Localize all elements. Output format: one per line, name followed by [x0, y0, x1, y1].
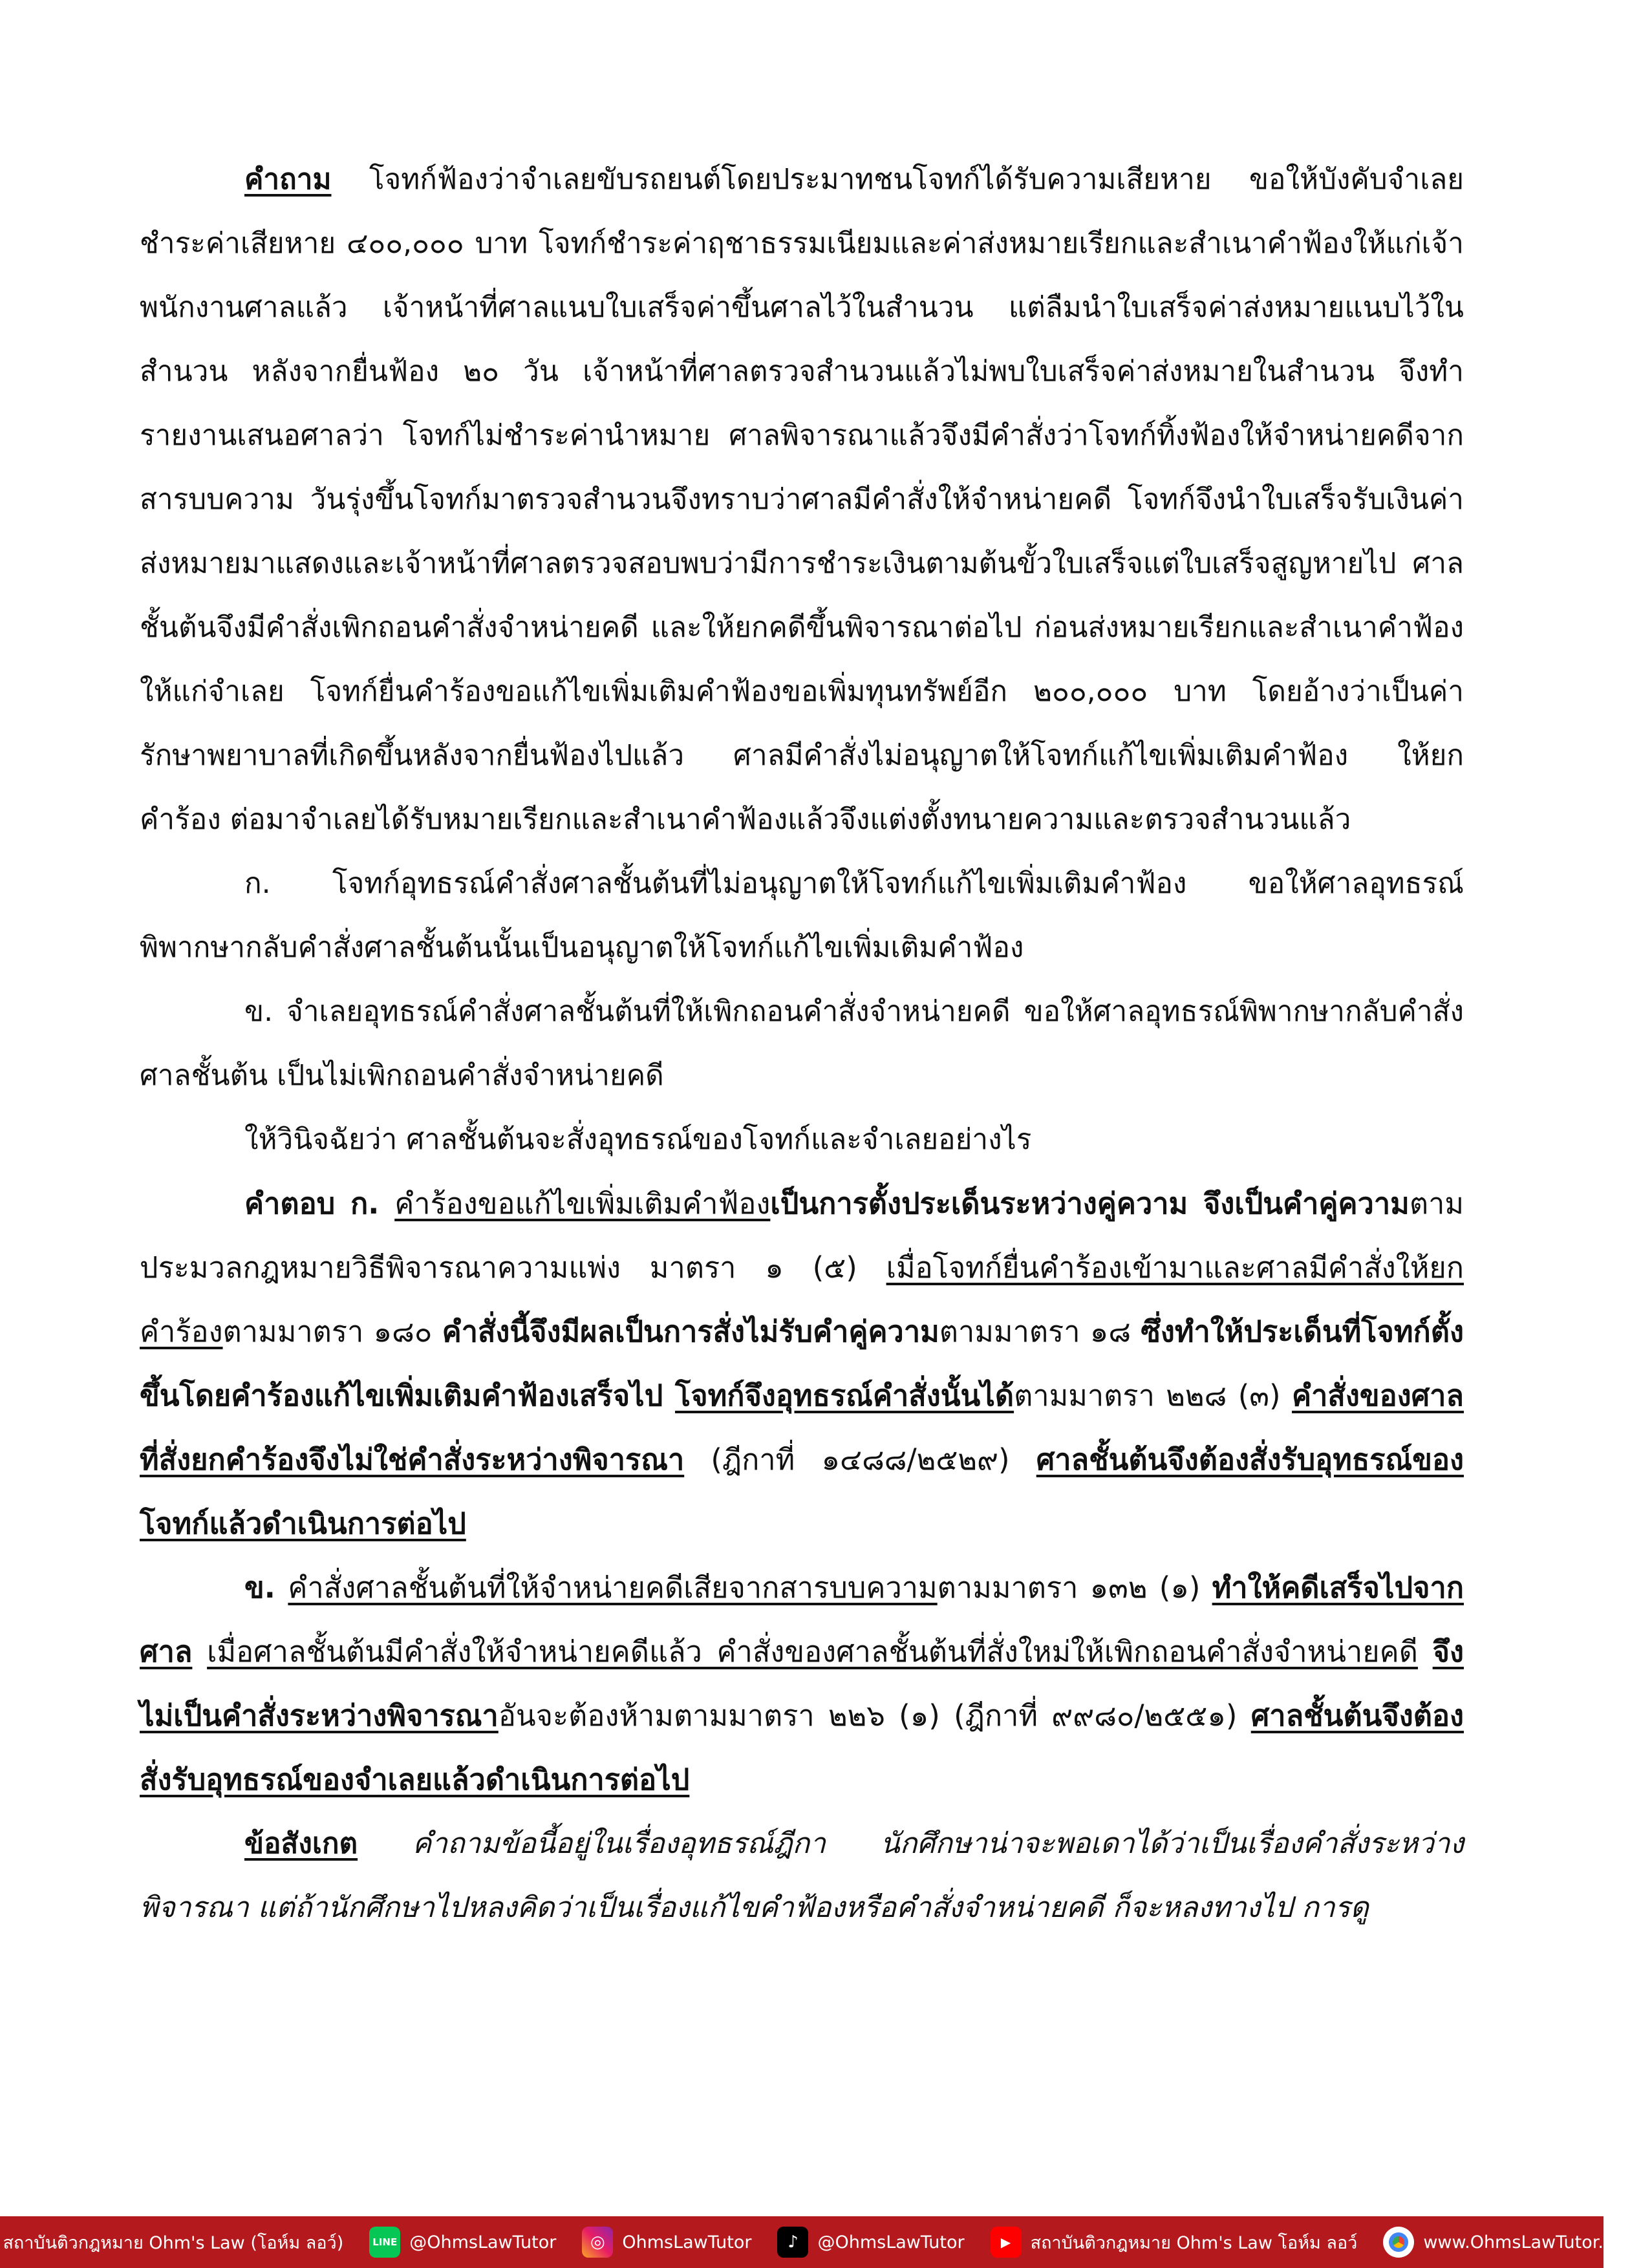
footer-tiktok[interactable] — [777, 2227, 964, 2258]
note-paragraph — [140, 1812, 1464, 1940]
note-heading: ข้อสังเกต — [244, 1827, 358, 1860]
answer-a-text: คำสั่งของศาลที่สั่งยกคำร้องจึงไม่ใช่คำสั่งระหว่างพิจารณา — [140, 1378, 1464, 1477]
browser-icon — [1383, 2227, 1414, 2258]
answer-a-label: คำตอบ ก. — [244, 1186, 395, 1221]
answer-b-text: เมื่อศาลชั้นต้นมีคำสั่งให้จำหน่ายคดีแล้ว คำสั่งของศาลชั้นต้นที่สั่งใหม่ให้เพิกถอนคำสั่งจำหน่ายคดี — [207, 1634, 1418, 1669]
answer-a-text: เป็นการตั้งประเด็นระหว่างคู่ความ จึงเป็นคำคู่ความ — [770, 1186, 1410, 1221]
answer-b-paragraph — [140, 1556, 1464, 1812]
question-instruction: ให้วินิจฉัยว่า ศาลชั้นต้นจะสั่งอุทธรณ์ของโจทก์และจำเลยอย่างไร — [244, 1123, 1032, 1156]
answer-a-text: ซึ่งทำให้ประเด็นที่โจทก์ตั้งขึ้นโดยคำร้องแก้ไขเพิ่มเติมคำฟ้องเสร็จไป — [140, 1314, 1464, 1413]
footer-instagram[interactable] — [582, 2227, 751, 2258]
footer-instagram-label: OhmsLawTutor — [622, 2232, 752, 2252]
answer-b-text: คำสั่งศาลชั้นต้นที่ให้จำหน่ายคดีเสียจากสารบบความ — [288, 1570, 938, 1605]
answer-a-paragraph — [140, 1171, 1464, 1556]
answer-b-label: ข. — [244, 1570, 288, 1605]
answer-a-text: ตามมาตรา ๑๘๐ — [222, 1314, 442, 1349]
document-body — [140, 147, 1464, 1940]
answer-b-text: ทำให้คดีเสร็จไปจากศาล — [140, 1570, 1464, 1669]
question-heading: คำถาม — [244, 163, 332, 196]
answer-b-text: อันจะต้องห้ามตามมาตรา ๒๒๖ (๑) (ฎีกาที่ ๙๙๘๐/๒๕๕๑) — [498, 1698, 1251, 1733]
footer-website-label: www.OhmsLawTutor.com — [1423, 2232, 1641, 2252]
footer-bar — [0, 2216, 1641, 2268]
footer-tiktok-label: @OhmsLawTutor — [817, 2232, 965, 2252]
note-text: คำถามข้อนี้อยู่ในเรื่องอุทธรณ์ฎีกา นักศึกษาน่าจะพอเดาได้ว่าเป็นเรื่องคำสั่งระหว่างพิจารณา แต่ถ้านักศึกษาไปหลงคิดว่าเป็นเรื่องแก้ไขคำฟ้องหรือคำสั่งจำหน่ายคดี ก็จะหลงทางไป การดู — [140, 1827, 1464, 1924]
answer-a-text: คำสั่งนี้จึงมีผลเป็นการสั่งไม่รับคำคู่ความ — [442, 1314, 939, 1349]
answer-b-text: จึงไม่เป็นคำสั่งระหว่างพิจารณา — [140, 1634, 1464, 1733]
answer-a-text: เมื่อโจทก์ยื่นคำร้องเข้ามาและศาลมีคำสั่งให้ยกคำร้อง — [140, 1250, 1464, 1349]
answer-a-text: คำร้องขอแก้ไขเพิ่มเติมคำฟ้อง — [394, 1186, 771, 1221]
answer-b-conclusion: ศาลชั้นต้นจึงต้องสั่งรับอุทธรณ์ของจำเลยแล้วดำเนินการต่อไป — [140, 1698, 1464, 1797]
footer-line[interactable] — [369, 2227, 556, 2258]
answer-b-text — [1418, 1634, 1433, 1669]
answer-a-text: ตามประมวลกฎหมายวิธีพิจารณาความแพ่ง มาตรา ๑ (๕) — [140, 1186, 1464, 1285]
footer-youtube[interactable] — [991, 2227, 1358, 2258]
answer-a-conclusion: ศาลชั้นต้นจึงต้องสั่งรับอุทธรณ์ของโจทก์แล้วดำเนินการต่อไป — [140, 1442, 1464, 1541]
question-text: โจทก์ฟ้องว่าจำเลยขับรถยนต์โดยประมาทชนโจทก์ได้รับความเสียหาย ขอให้บังคับจำเลยชำระค่าเสียหาย ๔๐๐,๐๐๐ บาท โจทก์ชำระค่าฤชาธรรมเนียมและค่าส่งหมายเรียกและสำเนาคำฟ้องให้แก่เจ้าพนักงานศาลแล้ว เจ้าหน้าที่ศาลแนบใบเสร็จค่าขึ้นศาลไว้ในสำนวน แต่ลืมนำใบเสร็จค่าส่งหมายแนบไว้ในสำนวน หลังจากยื่นฟ้อง ๒๐ วัน เจ้าหน้าที่ศาลตรวจสำนวนแล้วไม่พบใบเสร็จค่าส่งหมายในสำนวน จึงทำรายงานเสนอศาลว่า โจทก์ไม่ชำระค่านำหมาย ศาลพิจารณาแล้วจึงมีคำสั่งว่าโจทก์ทิ้งฟ้องให้จำหน่ายคดีจากสารบบความ วันรุ่งขึ้นโจทก์มาตรวจสำนวนจึงทราบว่าศาลมีคำสั่งให้จำหน่ายคดี โจทก์จึงนำใบเสร็จรับเงินค่าส่งหมายมาแสดงและเจ้าหน้าที่ศาลตรวจสอบพบว่ามีการชำระเงินตามต้นขั้วใบเสร็จแต่ใบเสร็จสูญหายไป ศาลชั้นต้นจึงมีคำสั่งเพิกถอนคำสั่งจำหน่ายคดี และให้ยกคดีขึ้นพิจารณาต่อไป ก่อนส่งหมายเรียกและสำเนาคำฟ้องให้แก่จำเลย โจทก์ยื่นคำร้องขอแก้ไขเพิ่มเติมคำฟ้องขอเพิ่มทุนทรัพย์อีก ๒๐๐,๐๐๐ บาท โดยอ้างว่าเป็นค่ารักษาพยาบาลที่เกิดขึ้นหลังจากยื่นฟ้องไปแล้ว ศาลมีคำสั่งไม่อนุญาตให้โจทก์แก้ไขเพิ่มเติมคำฟ้อง ให้ยกคำร้อง ต่อมาจำเลยได้รับหมายเรียกและสำเนาคำฟ้องแล้วจึงแต่งตั้งทนายความและตรวจสำนวนแล้ว — [140, 163, 1464, 836]
answer-b-text: ตามมาตรา ๑๓๒ (๑) — [937, 1570, 1212, 1605]
footer-facebook-label: สถาบันติวกฎหมาย Ohm's Law (โอห์ม ลอว์) — [3, 2232, 344, 2253]
answer-a-text: (ฎีกาที่ ๑๔๘๘/๒๕๒๙) — [684, 1442, 1036, 1477]
footer-youtube-label: สถาบันติวกฎหมาย Ohm's Law โอห์ม ลอว์ — [1030, 2232, 1358, 2253]
tiktok-icon: ♪ — [777, 2227, 808, 2258]
instagram-icon: ◎ — [582, 2227, 613, 2258]
answer-b-text — [192, 1634, 207, 1669]
question-item-a: ก. โจทก์อุทธรณ์คำสั่งศาลชั้นต้นที่ไม่อนุญาตให้โจทก์แก้ไขเพิ่มเติมคำฟ้อง ขอให้ศาลอุทธรณ์พิพากษากลับคำสั่งศาลชั้นต้นนั้นเป็นอนุญาตให้โจทก์แก้ไขเพิ่มเติมคำฟ้อง — [140, 867, 1464, 964]
footer-line-label: @OhmsLawTutor — [409, 2232, 557, 2252]
footer-website[interactable] — [1383, 2227, 1640, 2258]
youtube-icon: ▶ — [991, 2227, 1022, 2258]
answer-a-text: ตามมาตรา ๑๘ — [939, 1314, 1141, 1349]
line-icon: LINE — [369, 2227, 400, 2258]
question-item-b: ข. จำเลยอุทธรณ์คำสั่งศาลชั้นต้นที่ให้เพิกถอนคำสั่งจำหน่ายคดี ขอให้ศาลอุทธรณ์พิพากษากลับคำสั่งศาลชั้นต้น เป็นไม่เพิกถอนคำสั่งจำหน่ายคดี — [140, 995, 1464, 1092]
footer-facebook[interactable] — [0, 2227, 343, 2258]
question-paragraph — [140, 147, 1464, 851]
answer-a-text: โจทก์จึงอุทธรณ์คำสั่งนั้นได้ — [675, 1378, 1014, 1413]
answer-a-text: ตามมาตรา ๒๒๘ (๓) — [1014, 1378, 1292, 1413]
